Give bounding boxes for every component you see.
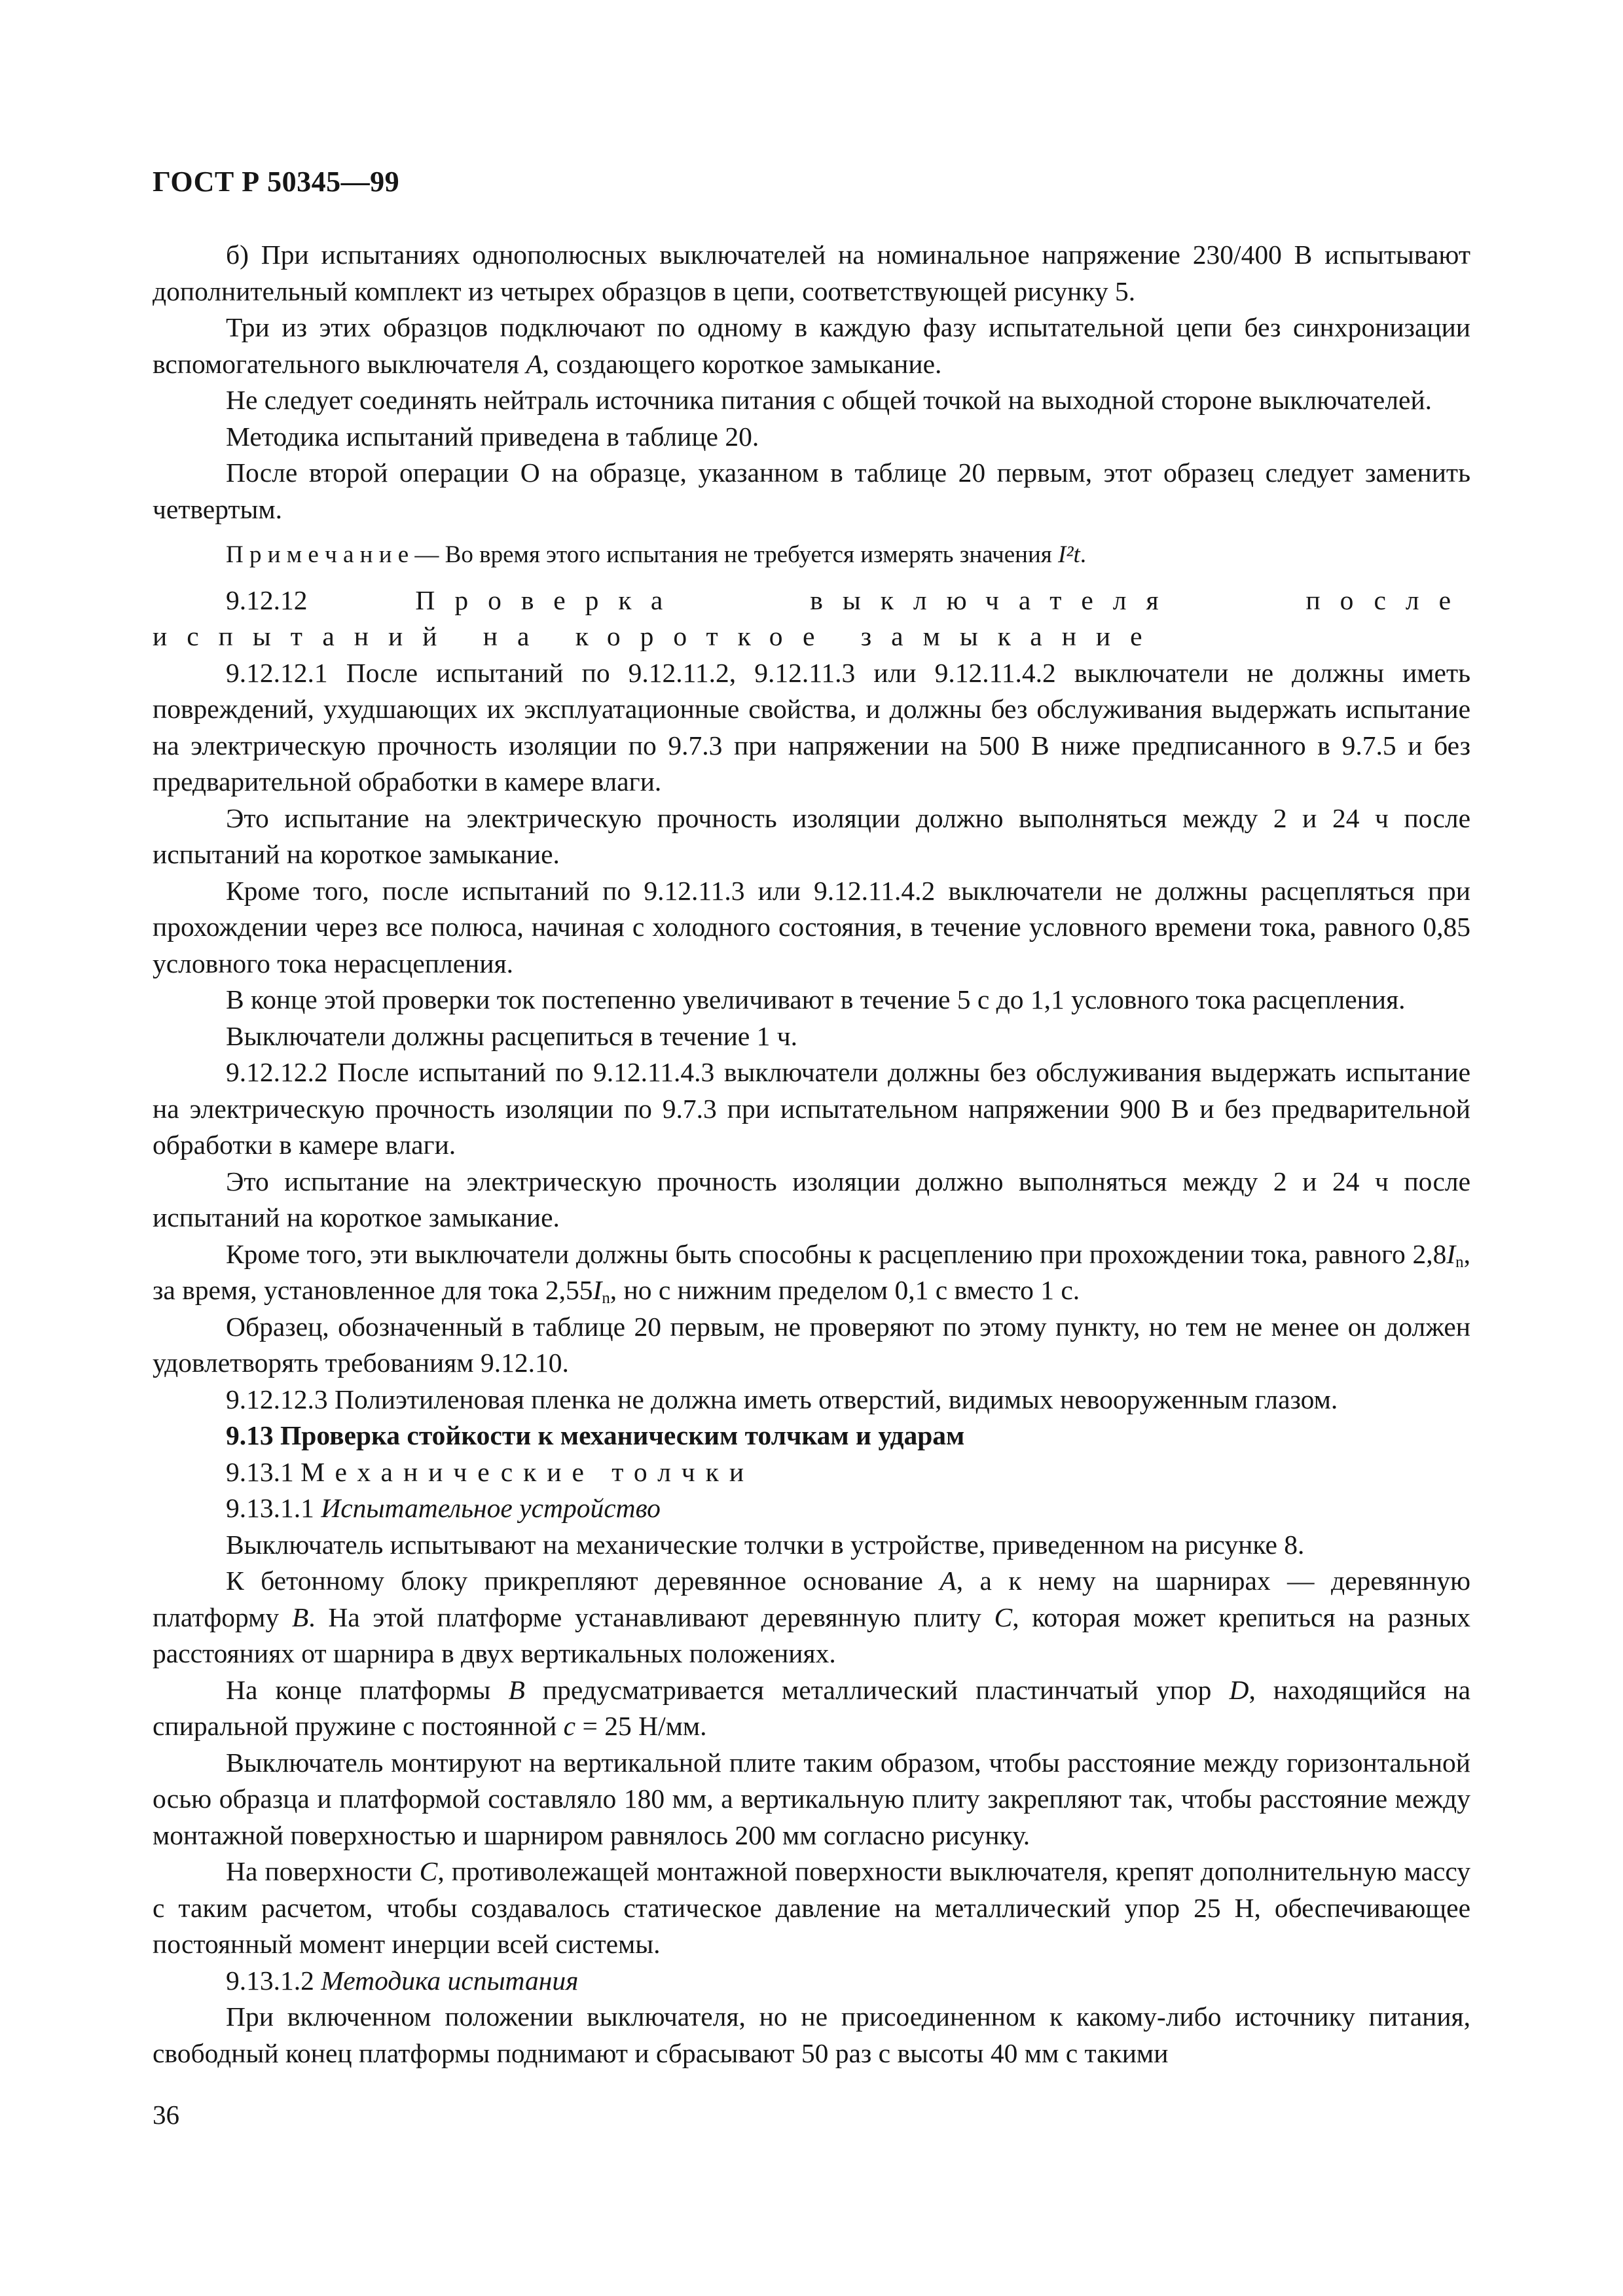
- text-run: , которая может крепиться на разных расстояниях от шарнира в двух вертикальных положениях.: [153, 1602, 1470, 1668]
- text-run: На поверхности: [226, 1856, 420, 1886]
- text-run: , а к нему на шарнирах — деревянную платформу: [153, 1566, 1471, 1632]
- paragraph: [153, 1672, 1470, 1745]
- paragraph: Выключатели должны расцепиться в течение 1 ч.: [226, 1020, 798, 1051]
- variable: A: [526, 348, 543, 379]
- section-heading-9-13-1-1: [153, 1490, 1470, 1527]
- paragraph: [153, 1236, 1470, 1309]
- section-number: 9.13.1.2: [226, 1965, 321, 1996]
- section-heading-9-13-1: [153, 1454, 1470, 1491]
- section-title: Испытательное устройство: [321, 1493, 661, 1523]
- document-code-header: ГОСТ Р 50345—99: [153, 166, 400, 198]
- paragraph: В конце этой проверки ток постепенно увеличивают в течение 5 с до 1,1 условного тока расцепления.: [226, 984, 1406, 1014]
- text-run: Кроме того, эти выключатели должны быть способны к расцеплению при прохождении тока, равного 2,8: [226, 1238, 1447, 1269]
- note-paragraph: [153, 537, 1470, 573]
- paragraph: 9.12.12.3 Полиэтиленовая пленка не должна иметь отверстий, видимых невооруженным глазом.: [226, 1384, 1338, 1414]
- paragraph: Это испытание на электрическую прочность изоляции должно выполняться между 2 и 24 ч после испытаний на короткое замыкание.: [153, 802, 1470, 869]
- variable: C: [419, 1856, 438, 1886]
- paragraph: 9.12.12.1 После испытаний по 9.12.11.2, 9.12.11.3 или 9.12.11.4.2 выключатели не должны иметь повреждений, ухудшающих их эксплуатационные свойства, и должны без обслуживания выдержать испытание на электрическую прочность изоляции по 9.7.3 при напряжении на 500 В ниже предписанного в 9.7.5 и без предварительной обработки в камере влаги.: [153, 657, 1470, 797]
- paragraph: Кроме того, после испытаний по 9.12.11.3 или 9.12.11.4.2 выключатели не должны расцепляться при прохождении через все полюса, начиная с холодного состояния, в течение условного времени тока, равного 0,85 условного тока нерасцепления.: [153, 875, 1470, 978]
- section-title: Проверка выключателя после испытаний на короткое замыкание: [153, 584, 1470, 651]
- section-title: Методика испытания: [321, 1965, 579, 1996]
- paragraph: После второй операции О на образце, указанном в таблице 20 первым, этот образец следует заменить четвертым.: [153, 457, 1470, 524]
- note-label: П р и м е ч а н и е: [226, 541, 409, 568]
- section-heading-9-13: 9.13 Проверка стойкости к механическим толчкам и ударам: [226, 1420, 965, 1450]
- paragraph: Выключатель монтируют на вертикальной плите таким образом, чтобы расстояние между горизонтальной осью образца и платформой составляло 180 мм, а вертикальную плиту закрепляют так, чтобы расстояние между монтажной поверхностью и шарниром равнялось 200 мм согласно рисунку.: [153, 1747, 1470, 1850]
- section-number: 9.12.12: [226, 584, 416, 615]
- text-run: К бетонному блоку прикрепляют деревянное основание: [226, 1566, 940, 1596]
- paragraph: Не следует соединять нейтраль источника питания с общей точкой на выходной стороне выключателей.: [226, 385, 1432, 415]
- subscript: n: [1455, 1253, 1464, 1271]
- variable: C: [994, 1602, 1013, 1632]
- paragraph: [153, 1854, 1470, 1963]
- variable: A: [939, 1566, 957, 1596]
- variable: I: [593, 1275, 602, 1305]
- paragraph: [153, 310, 1470, 382]
- page-number: 36: [153, 2100, 179, 2130]
- text-run: , за время, установленное для тока 2,55: [153, 1238, 1470, 1305]
- section-number: 9.13.1.1: [226, 1493, 321, 1523]
- variable: I: [1446, 1238, 1456, 1269]
- text-run: предусматривается металлический пластинчатый упор: [524, 1674, 1230, 1705]
- variable: c: [563, 1711, 576, 1741]
- text-run: , но с нижним пределом 0,1 с вместо 1 с.: [610, 1275, 1080, 1305]
- variable: I²t: [1058, 541, 1080, 568]
- text-run: = 25 Н/мм.: [575, 1711, 707, 1741]
- text-run: , противолежащей монтажной поверхности выключателя, крепят дополнительную массу с таким расчетом, чтобы создавалось статическое давление на металлический упор 25 Н, обеспечивающее постоянный момент инерции всей системы.: [153, 1856, 1470, 1959]
- paragraph: Это испытание на электрическую прочность изоляции должно выполняться между 2 и 24 ч после испытаний на короткое замыкание.: [153, 1166, 1470, 1232]
- section-title: Механические толчки: [301, 1456, 755, 1487]
- section-heading-9-13-1-2: [153, 1963, 1470, 2000]
- variable: B: [508, 1674, 525, 1705]
- text-run: , создающего короткое замыкание.: [542, 348, 942, 379]
- section-heading-9-12-12: [153, 583, 1470, 655]
- paragraph: Методика испытаний приведена в таблице 20.: [226, 421, 759, 452]
- variable: D: [1229, 1674, 1249, 1705]
- text-run: .: [1080, 541, 1086, 568]
- text-run: . На этой платформе устанавливают деревянную плиту: [308, 1602, 994, 1632]
- paragraph: б) При испытаниях однополюсных выключателей на номинальное напряжение 230/400 В испытывают дополнительный комплект из четырех образцов в цепи, соответствующей рисунку 5.: [153, 240, 1470, 306]
- section-number: 9.13.1: [226, 1456, 301, 1487]
- paragraph: [153, 1563, 1470, 1672]
- paragraph: 9.12.12.2 После испытаний по 9.12.11.4.3 выключатели должны без обслуживания выдержать испытание на электрическую прочность изоляции по 9.7.3 при испытательном напряжении 900 В и без предварительной обработки в камере влаги.: [153, 1057, 1470, 1160]
- subscript: n: [602, 1289, 610, 1307]
- paragraph: Выключатель испытывают на механические толчки в устройстве, приведенном на рисунке 8.: [226, 1529, 1305, 1560]
- paragraph: Образец, обозначенный в таблице 20 первым, не проверяют по этому пункту, но тем не менее он должен удовлетворять требованиям 9.12.10.: [153, 1311, 1470, 1378]
- paragraph: При включенном положении выключателя, но не присоединенном к какому-либо источнику питания, свободный конец платформы поднимают и сбрасывают 50 раз с высоты 40 мм с такими: [153, 2001, 1470, 2068]
- text-run: — Во время этого испытания не требуется измерять значения: [409, 541, 1059, 568]
- text-run: На конце платформы: [226, 1674, 509, 1705]
- text-run: , находящийся на спиральной пружине с постоянной: [153, 1674, 1470, 1741]
- variable: B: [291, 1602, 309, 1632]
- document-body: [153, 237, 1470, 2072]
- text-run: Три из этих образцов подключают по одному в каждую фазу испытательной цепи без синхронизации вспомогательного выключателя: [153, 312, 1470, 379]
